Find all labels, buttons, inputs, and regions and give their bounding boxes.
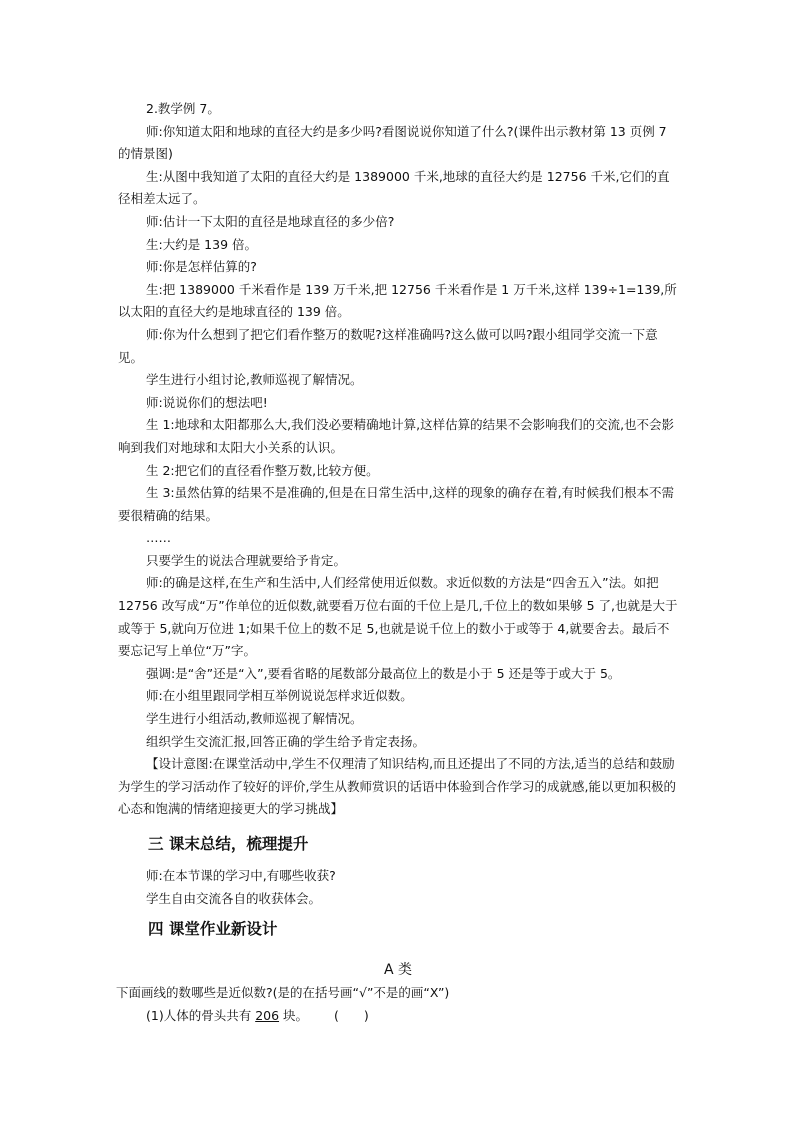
paragraph: 【设计意图:在课堂活动中,学生不仅理清了知识结构,而且还提出了不同的方法,适当的总结和鼓励为学生的学习活动作了较好的评价,学生从教师赏识的话语中体验到合作学习的成就感,能以更加积极的心态和饱满的情绪迎接更大的学习挑战】 <box>118 756 676 817</box>
section-3-heading: 三 课末总结，梳理提升 <box>148 835 309 853</box>
paragraph: 师:估计一下太阳的直径是地球直径的多少倍? <box>146 213 395 229</box>
section-3-line: 师:在本节课的学习中,有哪些收获? <box>146 868 336 883</box>
paragraph: …… <box>146 530 171 546</box>
paragraph: 强调:是“舍”还是“入”,要看省略的尾数部分最高位上的数是小于 5 还是等于或大于 5。 <box>146 665 621 681</box>
paragraph: 2.教学例 7。 <box>146 101 220 116</box>
question-1-prefix: (1)人体的骨头共有 <box>146 1007 256 1023</box>
paragraph: 师:你是怎样估算的? <box>146 259 257 275</box>
section-4-heading: 四 课堂作业新设计 <box>148 920 278 939</box>
exercise-question-1 <box>118 1005 678 1028</box>
answer-blank[interactable]: ( ) <box>334 1007 369 1023</box>
paragraph: 生:从图中我知道了太阳的直径大约是 1389000 千米,地球的直径大约是 12756 千米,它们的直径相差太远了。 <box>118 168 670 207</box>
section-3-line: 学生自由交流各自的收获体会。 <box>146 890 322 906</box>
lesson-paragraphs <box>118 98 678 821</box>
paragraph: 师:的确是这样,在生产和生活中,人们经常使用近似数。求近似数的方法是“四舍五入”法。如把 12756 改写成“万”作单位的近似数,就要看万位右面的千位上是几,千位上的数如果够 5 了,也就是大于或等于 5,就向万位进 1;如果千位上的数不足 5,也就是说千位上的数小于或等于 4,就要舍去。最后不要忘记写上单位“万”字。 <box>118 575 678 659</box>
class-a-label: A 类 <box>383 962 413 979</box>
paragraph: 生 1:地球和太阳都那么大,我们没必要精确地计算,这样估算的结果不会影响我们的交流,也不会影响到我们对地球和太阳大小关系的认识。 <box>118 417 675 455</box>
paragraph: 只要学生的说法合理就要给予肯定。 <box>146 552 347 568</box>
document-body <box>118 98 678 1027</box>
question-1-number: 206 <box>255 1007 280 1023</box>
paragraph: 生:大约是 139 倍。 <box>146 236 258 252</box>
paragraph: 学生进行小组讨论,教师巡视了解情况。 <box>146 372 363 388</box>
question-1-suffix: 块。 <box>279 1007 309 1023</box>
paragraph: 师:你知道太阳和地球的直径大约是多少吗?看图说说你知道了什么?(课件出示教材第 13 页例 7 的情景图) <box>118 123 667 162</box>
paragraph: 师:说说你们的想法吧! <box>146 394 268 410</box>
paragraph: 生 2:把它们的直径看作整万数,比较方便。 <box>146 462 379 478</box>
paragraph: 组织学生交流汇报,回答正确的学生给予肯定表扬。 <box>146 733 425 749</box>
paragraph: 生:把 1389000 千米看作是 139 万千米,把 12756 千米看作是 1 万千米,这样 139÷1=139,所以太阳的直径大约是地球直径的 139 倍。 <box>118 281 677 320</box>
exercise-instruction: 下面画线的数哪些是近似数?(是的在括号画“√”不是的画“X”) <box>116 985 450 1001</box>
paragraph: 学生进行小组活动,教师巡视了解情况。 <box>146 711 363 727</box>
paragraph: 师:你为什么想到了把它们看作整万的数呢?这样准确吗?这么做可以吗?跟小组同学交流一下意见。 <box>118 326 658 365</box>
paragraph: 生 3:虽然估算的结果不是准确的,但是在日常生活中,这样的现象的确存在着,有时候我们根本不需要很精确的结果。 <box>118 485 675 523</box>
paragraph: 师:在小组里跟同学相互举例说说怎样求近似数。 <box>146 688 413 704</box>
